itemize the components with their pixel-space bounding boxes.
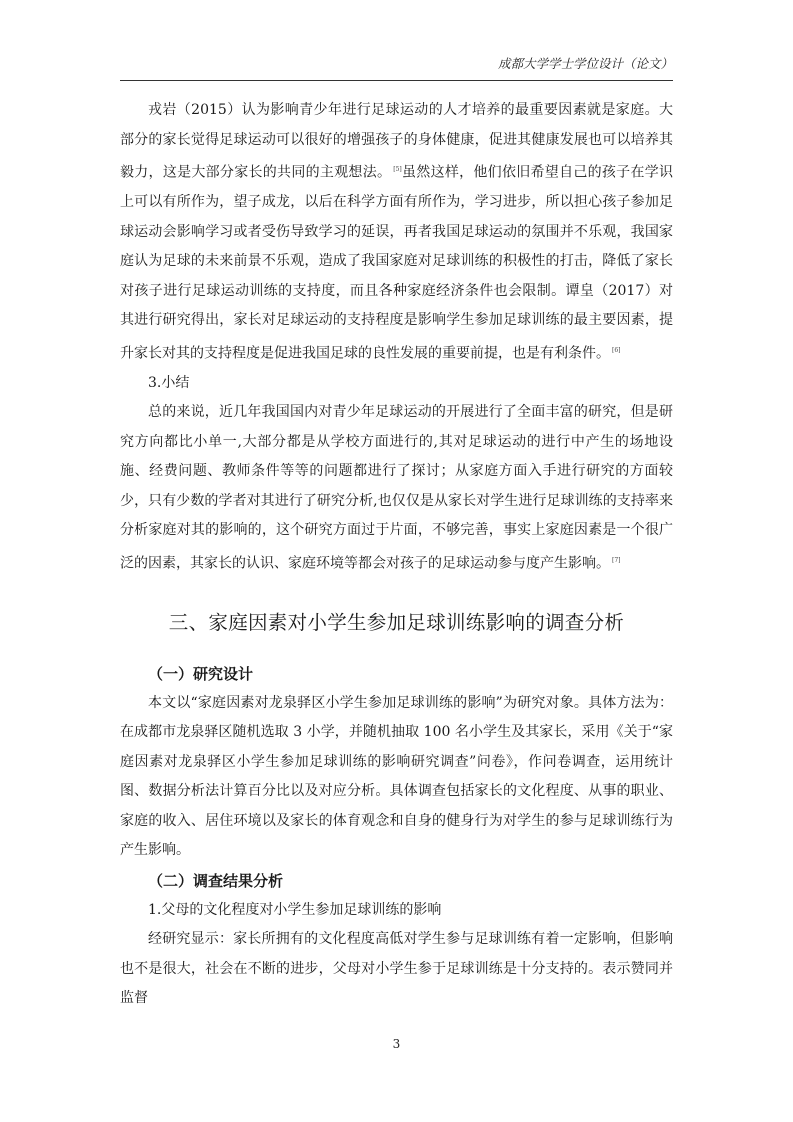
running-header: 成都大学学士学位设计（论文） bbox=[497, 56, 673, 71]
page-number: 3 bbox=[392, 1037, 401, 1051]
paragraph-text: 戎岩（2015）认为影响青少年进行足球运动的人才培养的最重要因素就是家庭。大部分的家长觉得足球运动可以很好的增强孩子的身体健康，促进其健康发展也可以培养其毅力，这是大部分家长的共同的主观想法。 bbox=[120, 102, 673, 181]
page-body bbox=[120, 96, 673, 1014]
citation-marker: [5] bbox=[393, 166, 402, 173]
paragraph-summary bbox=[120, 398, 673, 579]
section-title: 三、家庭因素对小学生参加足球训练影响的调查分析 bbox=[168, 610, 625, 634]
header-rule bbox=[120, 80, 673, 81]
subheading-parent-education: 1.父母的文化程度对小学生参加足球训练的影响 bbox=[148, 901, 442, 918]
citation-marker: [7] bbox=[612, 556, 621, 564]
citation-marker: [6] bbox=[612, 346, 621, 354]
paragraph-text: 虽然这样，他们依旧希望自己的孩子在学识上可以有所作为，望子成龙，以后在科学方面有所作为，学习进步，所以担心孩子参加足球运动会影响学习或者受伤导致学习的延误，再者我国足球运动的氛围并不乐观，我国家庭认为足球的未来前景不乐观，造成了我国家庭对足球训练的积极性的打击，降低了家长对孩子进行足球运动训练的支持度，而且各种家庭经济条件也会限制。谭皇（2017）对其进行研究得出，家长对足球运动的支持程度是影响学生参加足球训练的最主要因素，提升家长对其的支持程度是促进我国足球的良性发展的重要前提，也是有利条件。 bbox=[120, 164, 673, 362]
heading-survey-results: （二）调查结果分析 bbox=[148, 871, 284, 890]
paragraph-text: 总的来说，近几年我国国内对青少年足球运动的开展进行了全面丰富的研究，但是研究方向都比小单一,大部分都是从学校方面进行的,其对足球运动的进行中产生的场地设施、经费问题、教师条件等等的问题都进行了探讨；从家庭方面入手进行研究的方面较少，只有少数的学者对其进行了研究分析,也仅仅是从家长对学生进行足球训练的支持率来分析家庭对其的影响的，这个研究方面过于片面，不够完善，事实上家庭因素是一个很广泛的因素，其家长的认识、家庭环境等都会对孩子的足球运动参与度产生影响。 bbox=[120, 404, 673, 572]
heading-research-design: （一）研究设计 bbox=[148, 664, 254, 683]
paragraph-research-design: 本文以“家庭因素对龙泉驿区小学生参加足球训练的影响”为研究对象。具体方法为：在成都市龙泉驿区随机选取 3 小学，并随机抽取 100 名小学生及其家长，采用《关于“家庭因素对龙泉驿区小学生参加足球训练的影响研究调查”问卷》，作问卷调查，运用统计图、数据分析法计算百分比以及对应分析。具体调查包括家长的文化程度、从事的职业、家庭的收入、居住环境以及家长的体育观念和自身的健身行为对学生的参与足球训练行为产生影响。 bbox=[120, 694, 673, 859]
paragraph-parent-education: 经研究显示：家长所拥有的文化程度高低对学生参与足球训练有着一定影响，但影响也不是很大，社会在不断的进步，父母对小学生参于足球训练是十分支持的。表示赞同并监督 bbox=[120, 931, 673, 1007]
paragraph-family-factor bbox=[120, 96, 673, 369]
subheading-summary: 3.小结 bbox=[148, 374, 190, 391]
